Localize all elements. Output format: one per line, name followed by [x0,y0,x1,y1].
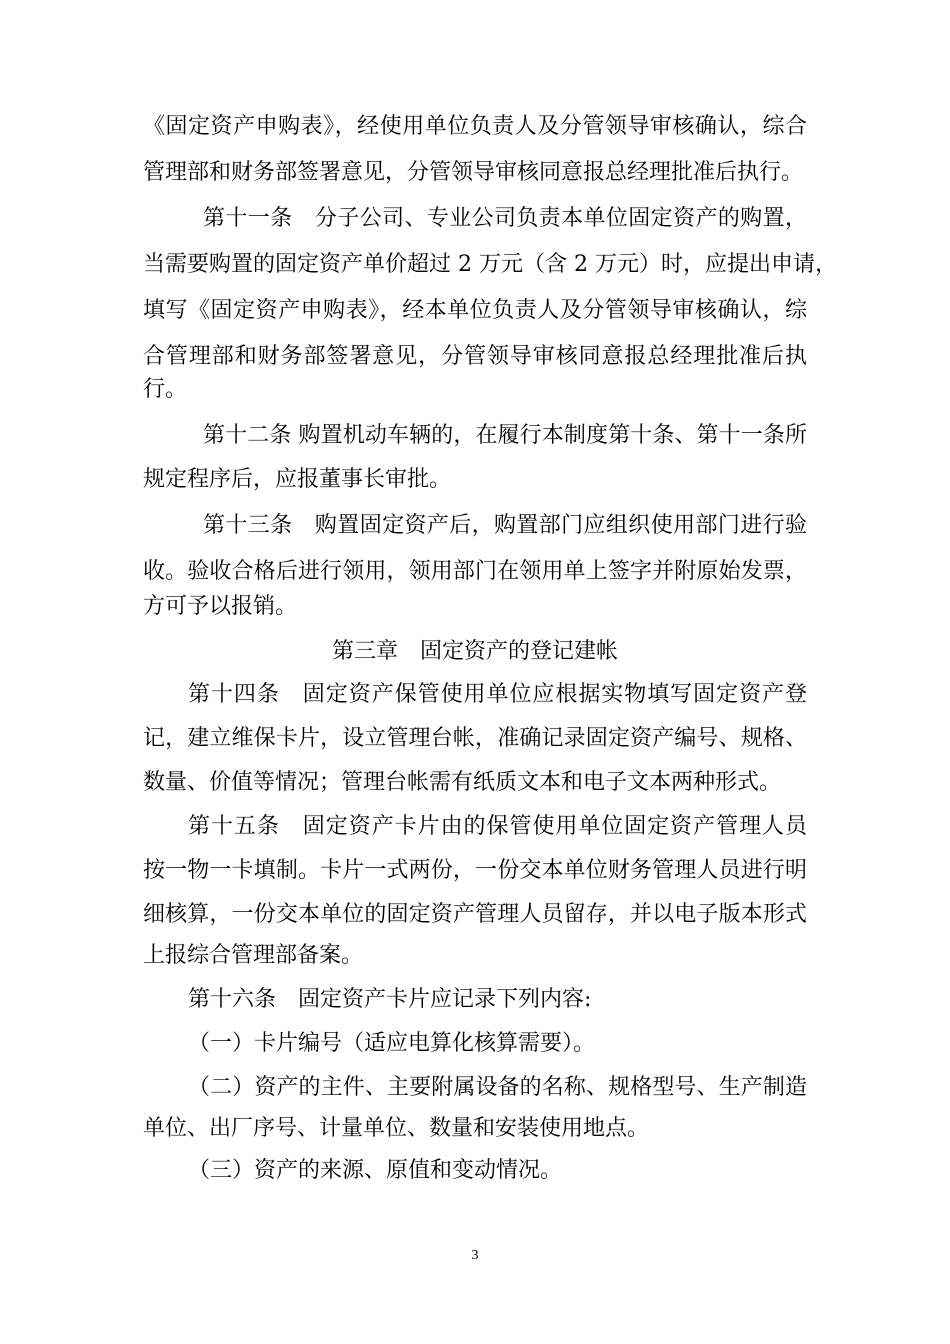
list-item-2: （二）资产的主件、主要附属设备的名称、规格型号、生产制造 [188,1075,807,1100]
text-line: 单位、出厂序号、计量单位、数量和安装使用地点。 [143,1116,650,1141]
text-line: 记，建立维保卡片，设立管理台帐，准确记录固定资产编号、规格、 [143,726,807,751]
text-line: 合管理部和财务部签署意见，分管领导审核同意报总经理批准后执 [143,344,807,369]
article-11-line: 第十一条 分子公司、专业公司负责本单位固定资产的购置， [203,206,807,231]
text-line: 收。验收合格后进行领用，领用部门在领用单上签字并附原始发票， [143,559,807,584]
article-12-line: 第十二条 购置机动车辆的，在履行本制度第十条、第十一条所 [203,423,807,448]
article-13-line: 第十三条 购置固定资产后，购置部门应组织使用部门进行验 [203,513,807,538]
text-line: 方可予以报销。 [143,594,298,619]
text-line: 细核算，一份交本单位的固定资产管理人员留存，并以电子版本形式 [143,902,807,927]
text-line: 上报综合管理部备案。 [143,943,364,968]
page-number: 3 [471,1248,479,1263]
text-line: 行。 [143,377,188,402]
article-16-line: 第十六条 固定资产卡片应记录下列内容: [188,987,592,1012]
list-item-1: （一）卡片编号（适应电算化核算需要）。 [188,1031,596,1056]
text-line: 管理部和财务部签署意见，分管领导审核同意报总经理批准后执行。 [143,160,804,185]
article-15-line: 第十五条 固定资产卡片由的保管使用单位固定资产管理人员 [188,814,807,839]
text-line: 填写《固定资产申购表》，经本单位负责人及分管领导审核确认，综 [143,298,807,323]
list-item-3: （三）资产的来源、原值和变动情况。 [188,1158,563,1183]
text-line: 当需要购置的固定资产单价超过 2 万元（含 2 万元）时，应提出申请， [143,252,837,277]
text-line: 数量、价值等情况；管理台帐需有纸质文本和电子文本两种形式。 [143,770,782,795]
chapter-heading: 第三章 固定资产的登记建帐 [331,639,618,664]
text-line: 按一物一卡填制。卡片一式两份，一份交本单位财务管理人员进行明 [143,858,807,883]
text-line: 《固定资产申购表》，经使用单位负责人及分管领导审核确认，综合 [143,114,807,139]
text-line: 规定程序后，应报董事长审批。 [143,467,452,492]
article-14-line: 第十四条 固定资产保管使用单位应根据实物填写固定资产登 [188,682,807,707]
